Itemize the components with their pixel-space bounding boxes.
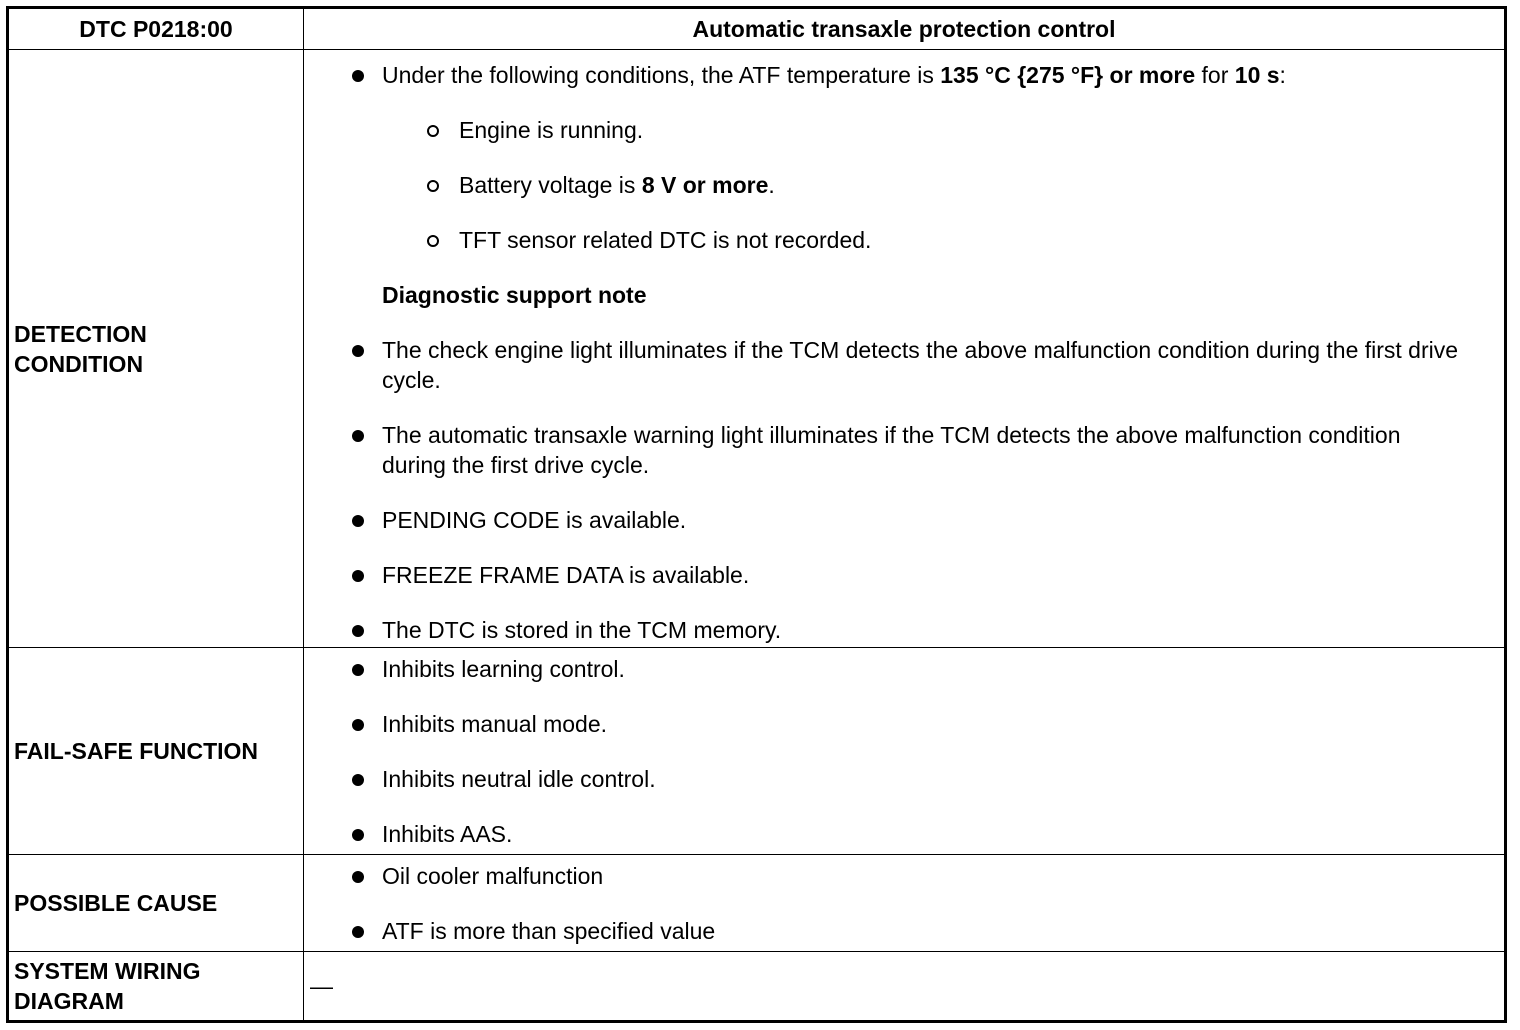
wiring-label-line2: DIAGRAM <box>14 988 124 1014</box>
detection-row <box>8 50 1506 648</box>
time-threshold: 10 s <box>1234 62 1280 88</box>
failsafe-item: Inhibits AAS. <box>304 819 1504 849</box>
detection-label-line2: CONDITION <box>14 350 144 377</box>
failsafe-list <box>304 648 1504 849</box>
dtc-code: DTC P0218:00 <box>8 8 304 50</box>
failsafe-item: Inhibits neutral idle control. <box>304 764 1504 794</box>
note-item: PENDING CODE is available. <box>304 505 1504 535</box>
condition-text: Battery voltage is <box>459 172 642 198</box>
failsafe-content <box>304 648 1506 855</box>
temperature-threshold: 135 °C {275 °F} or more <box>940 62 1196 88</box>
detection-intro <box>304 60 1504 90</box>
condition-item <box>304 170 1504 200</box>
detection-label-line1: DETECTION <box>14 320 147 347</box>
cause-item: Oil cooler malfunction <box>304 861 1504 891</box>
wiring-value: — <box>304 952 1506 1022</box>
detection-label <box>8 50 304 648</box>
note-item: The check engine light illuminates if the TCM detects the above malfunction condition during the first drive cycle. <box>304 335 1504 395</box>
cause-content <box>304 855 1506 952</box>
detection-list <box>304 50 1504 645</box>
voltage-threshold: 8 V or more <box>641 172 769 198</box>
wiring-label <box>8 952 304 1022</box>
failsafe-row <box>8 648 1506 855</box>
intro-text-mid: for <box>1195 62 1235 88</box>
diagnostic-note-title: Diagnostic support note <box>382 282 647 308</box>
failsafe-item: Inhibits learning control. <box>304 654 1504 684</box>
note-item: FREEZE FRAME DATA is available. <box>304 560 1504 590</box>
cause-list <box>304 855 1504 946</box>
intro-text: Under the following conditions, the ATF temperature is <box>382 62 941 88</box>
condition-item: Engine is running. <box>304 115 1504 145</box>
note-item: The DTC is stored in the TCM memory. <box>304 615 1504 645</box>
header-row <box>8 8 1506 50</box>
cause-label: POSSIBLE CAUSE <box>8 855 304 952</box>
dtc-table <box>6 6 1507 1023</box>
dtc-title: Automatic transaxle protection control <box>304 8 1506 50</box>
intro-text-end: : <box>1279 62 1286 88</box>
wiring-row <box>8 952 1506 1022</box>
detection-content <box>304 50 1506 648</box>
condition-text-end: . <box>768 172 775 198</box>
cause-row <box>8 855 1506 952</box>
cause-item: ATF is more than specified value <box>304 916 1504 946</box>
failsafe-label: FAIL-SAFE FUNCTION <box>8 648 304 855</box>
failsafe-item: Inhibits manual mode. <box>304 709 1504 739</box>
wiring-label-line1: SYSTEM WIRING <box>14 958 201 984</box>
condition-item: TFT sensor related DTC is not recorded. <box>304 225 1504 255</box>
note-item: The automatic transaxle warning light illuminates if the TCM detects the above malfunction condition during the first drive cycle. <box>304 420 1504 480</box>
